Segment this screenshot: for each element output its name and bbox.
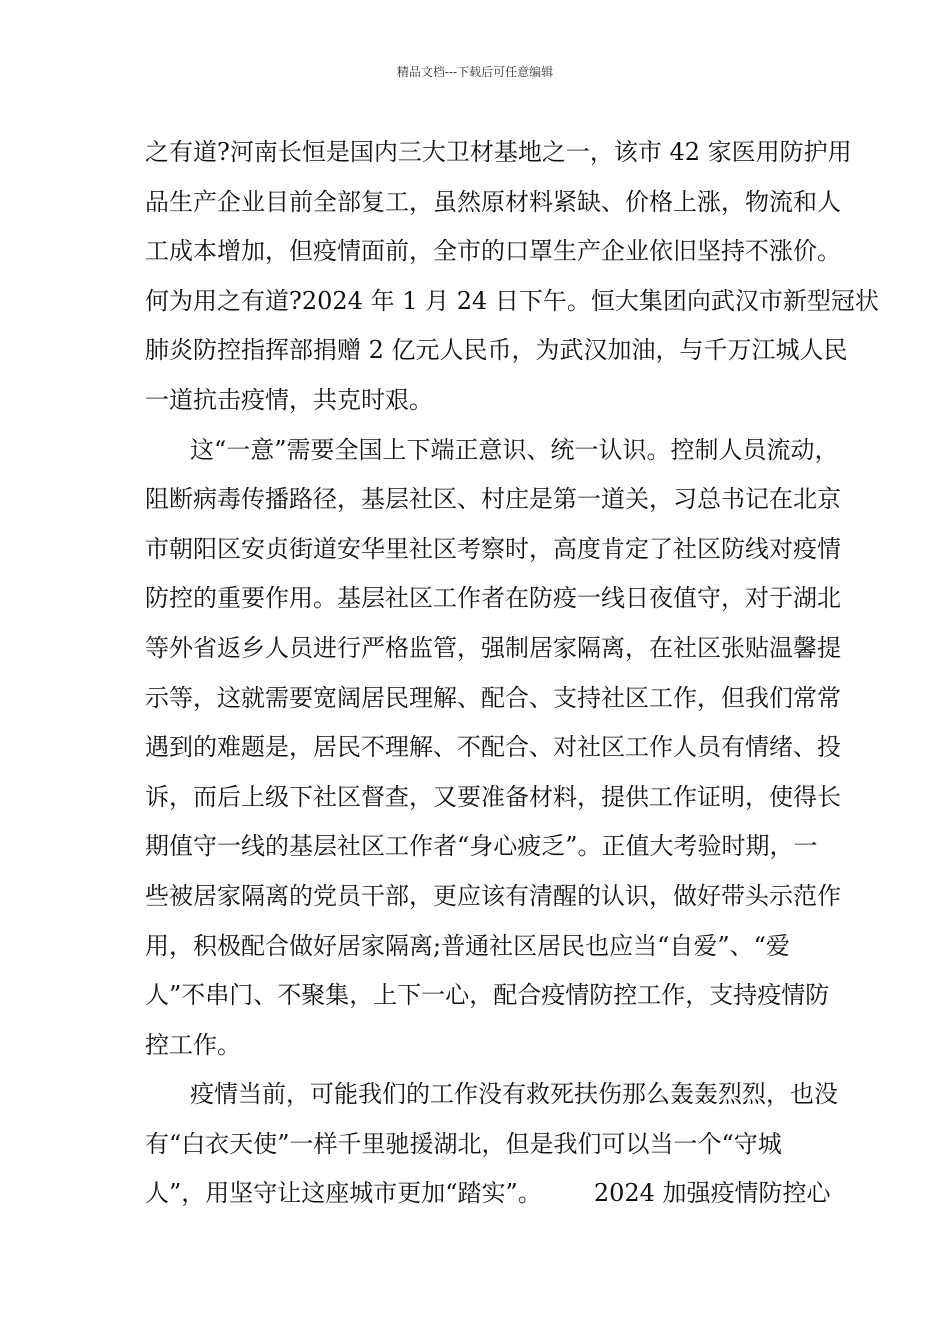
text-line: 品生产企业目前全部复工，虽然原材料紧缺、价格上涨，物流和人 [145,187,841,216]
text-line-with-trailing [145,1169,831,1219]
text-line: 控工作。 [145,1030,241,1059]
text-line: 些被居家隔离的党员干部，更应该有清醒的认识，做好带头示范作 [145,881,841,910]
text-line: 肺炎防控指挥部捐赠 2 亿元人民币，为武汉加油，与千万江城人民 [145,336,848,365]
paragraph-3 [145,1070,838,1219]
text-line-trailing: 2024 加强疫情防控心 [593,1179,831,1208]
text-line: 疫情当前，可能我们的工作没有救死扶伤那么轰轰烈烈，也没 [190,1080,838,1109]
text-line: 阻断病毒传播路径，基层社区、村庄是第一道关，习总书记在北京 [145,485,841,514]
text-line: 遇到的难题是，居民不理解、不配合、对社区工作人员有情绪、投 [145,733,841,762]
text-line: 这“一意”需要全国上下端正意识、统一认识。控制人员流动， [190,435,839,464]
text-line: 等外省返乡人员进行严格监管，强制居家隔离，在社区张贴温馨提 [145,633,841,662]
text-line: 何为用之有道?2024 年 1 月 24 日下午。恒大集团向武汉市新型冠状 [145,286,879,315]
paragraph-2 [145,426,841,1071]
text-line: 市朝阳区安贞街道安华里社区考察时，高度肯定了社区防线对疫情 [145,534,841,563]
text-line-main: 人”，用坚守让这座城市更加“踏实”。 [145,1179,542,1208]
paragraph-1 [145,128,879,426]
text-line: 一道抗击疫情，共克时艰。 [145,385,433,414]
text-line: 工成本增加，但疫情面前，全市的口罩生产企业依旧坚持不涨价。 [145,237,841,266]
text-line: 示等，这就需要宽阔居民理解、配合、支持社区工作，但我们常常 [145,683,841,712]
text-line: 期值守一线的基层社区工作者“身心疲乏”。正值大考验时期，一 [145,832,818,861]
text-line: 有“白衣天使”一样千里驰援湖北，但是我们可以当一个“守城 [145,1129,782,1158]
header-text: 精品文档---下载后可任意编辑 [396,65,554,79]
text-line: 防控的重要作用。基层社区工作者在防疫一线日夜值守，对于湖北 [145,584,841,613]
text-line: 之有道?河南长恒是国内三大卫材基地之一，该市 42 家医用防护用 [145,138,852,166]
text-line: 诉，而后上级下社区督查，又要准备材料，提供工作证明，使得长 [145,782,841,811]
page-header [0,64,950,80]
document-body [145,128,879,1219]
text-line: 用，积极配合做好居家隔离;普通社区居民也应当“自爱”、“爱 [145,931,790,960]
text-line: 人”不串门、不聚集，上下一心，配合疫情防控工作，支持疫情防 [145,981,830,1010]
